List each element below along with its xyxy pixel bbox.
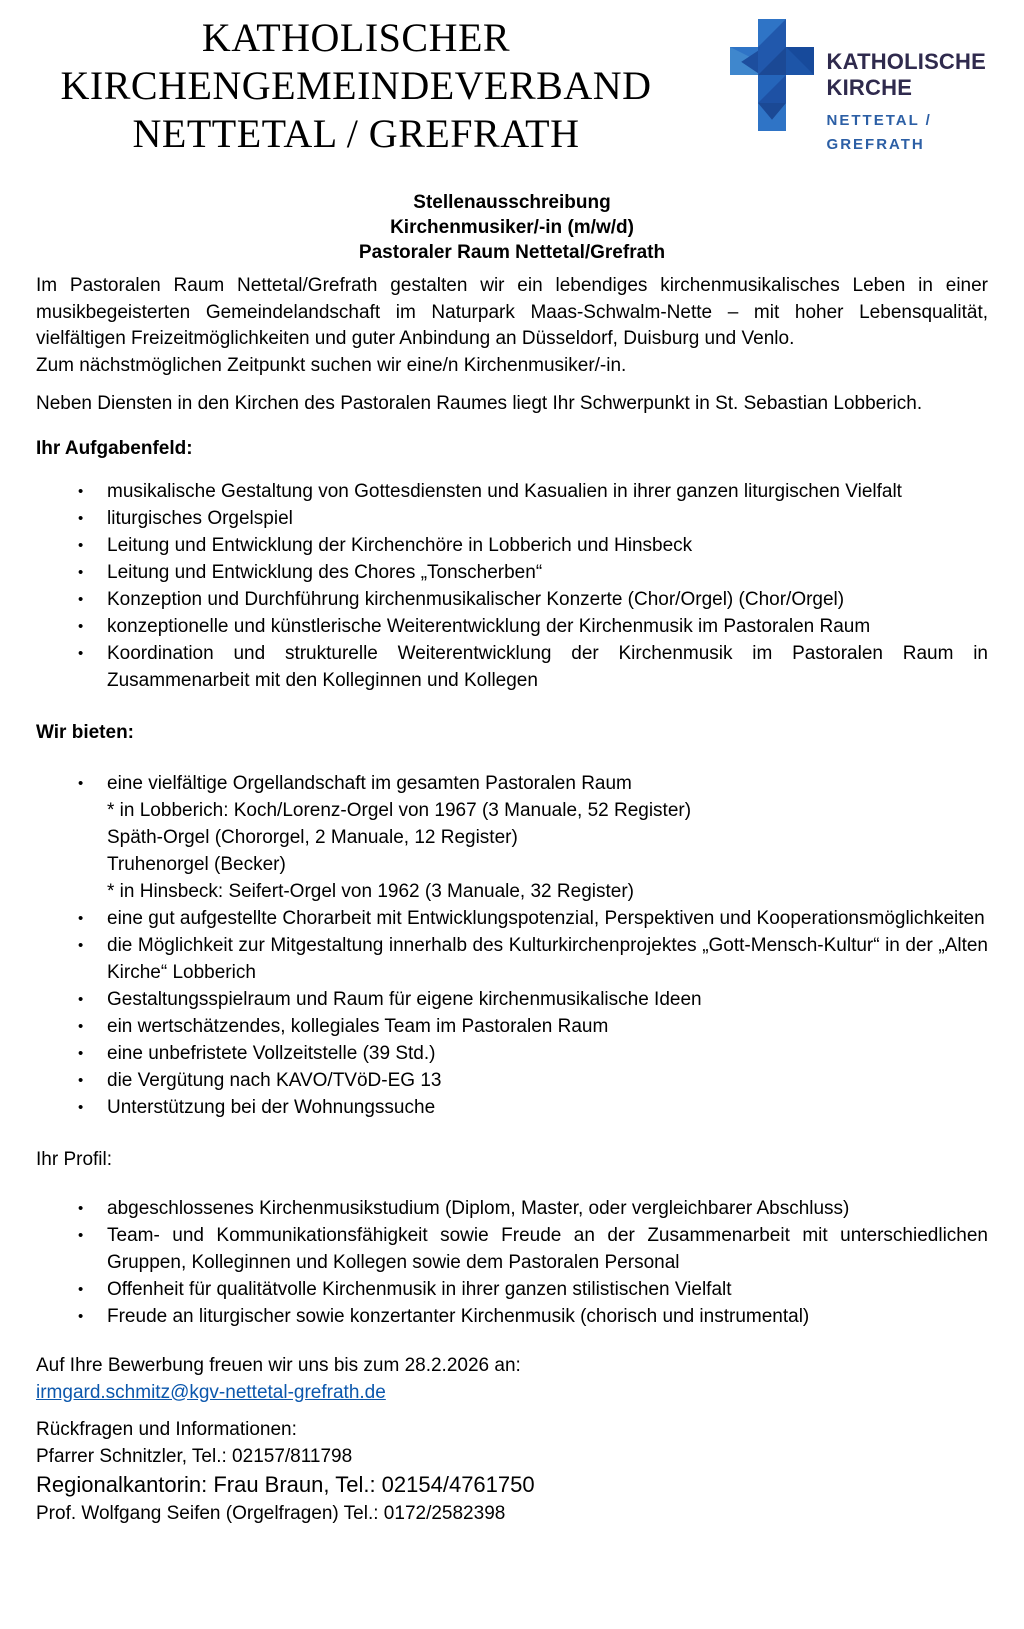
- contact-block: [36, 1416, 988, 1527]
- application-email-link[interactable]: irmgard.schmitz@kgv-nettetal-grefrath.de: [36, 1381, 386, 1403]
- list-item: • musikalische Gestaltung von Gottesdiensten und Kasualien in ihrer ganzen liturgischen Vielfalt: [36, 478, 988, 505]
- bullet-icon: •: [78, 1017, 84, 1035]
- logo-name-line: KIRCHE: [826, 75, 913, 100]
- list-item: • eine vielfältige Orgellandschaft im gesamten Pastoralen Raum * in Lobberich: Koch/Lorenz-Orgel von 1967 (3 Manuale, 52 Register) Späth-Orgel (Chororgel, 2 Manuale, 12 Register) Truhenorgel (Becker) * in Hinsbeck: Seifert-Orgel von 1962 (3 Manuale, 32 Register): [36, 770, 988, 905]
- logo-text: [827, 49, 986, 157]
- list-subline: * in Lobberich: Koch/Lorenz-Orgel von 1967 (3 Manuale, 52 Register): [107, 799, 692, 821]
- bullet-icon: •: [78, 617, 84, 635]
- list-subline: Späth-Orgel (Chororgel, 2 Manuale, 12 Register): [107, 826, 518, 848]
- section-heading-wir-bieten: Wir bieten:: [36, 721, 134, 743]
- bieten-list: [36, 770, 988, 1121]
- list-item: • Gestaltungsspielraum und Raum für eigene kirchenmusikalische Ideen: [36, 986, 988, 1013]
- list-item: • konzeptionelle und künstlerische Weiterentwicklung der Kirchenmusik im Pastoralen Raum: [36, 613, 988, 640]
- org-title-line: KATHOLISCHER: [201, 15, 511, 60]
- section-heading-aufgabenfeld: Ihr Aufgabenfeld:: [36, 437, 193, 459]
- list-item: • liturgisches Orgelspiel: [36, 505, 988, 532]
- bullet-icon: •: [78, 482, 84, 500]
- bullet-icon: •: [78, 1226, 84, 1244]
- list-item: • die Möglichkeit zur Mitgestaltung innerhalb des Kulturkirchenprojektes „Gott-Mensch-Kultur“ in der „Alten Kirche“ Lobberich: [36, 932, 988, 986]
- bullet-icon: •: [78, 990, 84, 1008]
- contact-line: Regionalkantorin: Frau Braun, Tel.: 02154/4761750: [36, 1471, 535, 1497]
- bullet-icon: •: [78, 909, 84, 927]
- logo-name-line: KATHOLISCHE: [826, 49, 986, 74]
- contact-line: Prof. Wolfgang Seifen (Orgelfragen) Tel.: 0172/2582398: [36, 1502, 506, 1524]
- list-item: • Team- und Kommunikationsfähigkeit sowie Freude an der Zusammenarbeit mit unterschiedlichen Gruppen, Kolleginnen und Kollegen sowie dem Pastoralen Personal: [36, 1222, 988, 1276]
- bullet-icon: •: [78, 1044, 84, 1062]
- application-block: [36, 1352, 988, 1406]
- bullet-icon: •: [78, 1098, 84, 1116]
- list-item: • Freude an liturgischer sowie konzertanter Kirchenmusik (chorisch und instrumental): [36, 1303, 988, 1330]
- bullet-icon: •: [78, 1280, 84, 1298]
- list-item: • Offenheit für qualitätvolle Kirchenmusik in ihrer ganzen stilistischen Vielfalt: [36, 1276, 988, 1303]
- bullet-icon: •: [78, 774, 84, 792]
- job-posting-subtitle: [36, 190, 988, 265]
- list-item: • die Vergütung nach KAVO/TVöD-EG 13: [36, 1067, 988, 1094]
- list-subline: * in Hinsbeck: Seifert-Orgel von 1962 (3 Manuale, 32 Register): [107, 880, 634, 902]
- logo-region-line: GREFRATH: [826, 136, 925, 153]
- church-logo: [730, 16, 986, 157]
- list-item: • Unterstützung bei der Wohnungssuche: [36, 1094, 988, 1121]
- aufgaben-list: [36, 478, 988, 694]
- cross-icon: [730, 16, 814, 134]
- intro-paragraph: Im Pastoralen Raum Nettetal/Grefrath gestalten wir ein lebendiges kirchenmusikalisches Leben in einer musikbegeisterten Gemeindelandschaft im Naturpark Maas-Schwalm-Nette – mit hoher Lebensqualität, vielfältigen Freizeitmöglichkeiten und guter Anbindung an Düsseldorf, Duisburg und Venlo.: [36, 275, 988, 349]
- focus-paragraph: Neben Diensten in den Kirchen des Pastoralen Raumes liegt Ihr Schwerpunkt in St. Sebastian Lobberich.: [36, 393, 923, 414]
- logo-region-line: NETTETAL /: [826, 112, 932, 129]
- bullet-icon: •: [78, 1307, 84, 1325]
- contact-line: Pfarrer Schnitzler, Tel.: 02157/811798: [36, 1445, 353, 1467]
- bullet-icon: •: [78, 536, 84, 554]
- bullet-icon: •: [78, 1199, 84, 1217]
- list-item: • Leitung und Entwicklung der Kirchenchöre in Lobberich und Hinsbeck: [36, 532, 988, 559]
- list-item: • eine unbefristete Vollzeitstelle (39 Std.): [36, 1040, 988, 1067]
- subtitle-line: Kirchenmusiker/-in (m/w/d): [390, 217, 634, 238]
- bullet-icon: •: [78, 644, 84, 662]
- org-title-line: KIRCHENGEMEINDEVERBAND: [60, 63, 652, 108]
- organization-title: [36, 14, 676, 158]
- list-subline: Truhenorgel (Becker): [107, 853, 286, 875]
- org-title-line: NETTETAL / GREFRATH: [132, 111, 580, 156]
- document-header: [36, 14, 988, 164]
- bullet-icon: •: [78, 936, 84, 954]
- subtitle-line: Pastoraler Raum Nettetal/Grefrath: [358, 242, 666, 263]
- bullet-icon: •: [78, 1071, 84, 1089]
- section-heading-profil: Ihr Profil:: [36, 1148, 113, 1170]
- subtitle-line: Stellenausschreibung: [413, 192, 611, 213]
- application-deadline: Auf Ihre Bewerbung freuen wir uns bis zum 28.2.2026 an:: [36, 1354, 521, 1376]
- contact-heading: Rückfragen und Informationen:: [36, 1418, 297, 1440]
- list-item: • Konzeption und Durchführung kirchenmusikalischer Konzerte (Chor/Orgel) (Chor/Orgel): [36, 586, 988, 613]
- profil-list: [36, 1195, 988, 1330]
- list-item: • abgeschlossenes Kirchenmusikstudium (Diplom, Master, oder vergleichbarer Abschluss): [36, 1195, 988, 1222]
- bullet-icon: •: [78, 590, 84, 608]
- list-item: • ein wertschätzendes, kollegiales Team im Pastoralen Raum: [36, 1013, 988, 1040]
- bullet-icon: •: [78, 563, 84, 581]
- bullet-icon: •: [78, 509, 84, 527]
- list-item: • Koordination und strukturelle Weiterentwicklung der Kirchenmusik im Pastoralen Raum in Zusammenarbeit mit den Kolleginnen und Kollegen: [36, 640, 988, 694]
- intro-paragraph-line: Zum nächstmöglichen Zeitpunkt suchen wir eine/n Kirchenmusiker/-in.: [36, 354, 627, 376]
- list-item: • Leitung und Entwicklung des Chores „Tonscherben“: [36, 559, 988, 586]
- list-item: • eine gut aufgestellte Chorarbeit mit Entwicklungspotenzial, Perspektiven und Kooperationsmöglichkeiten: [36, 905, 988, 932]
